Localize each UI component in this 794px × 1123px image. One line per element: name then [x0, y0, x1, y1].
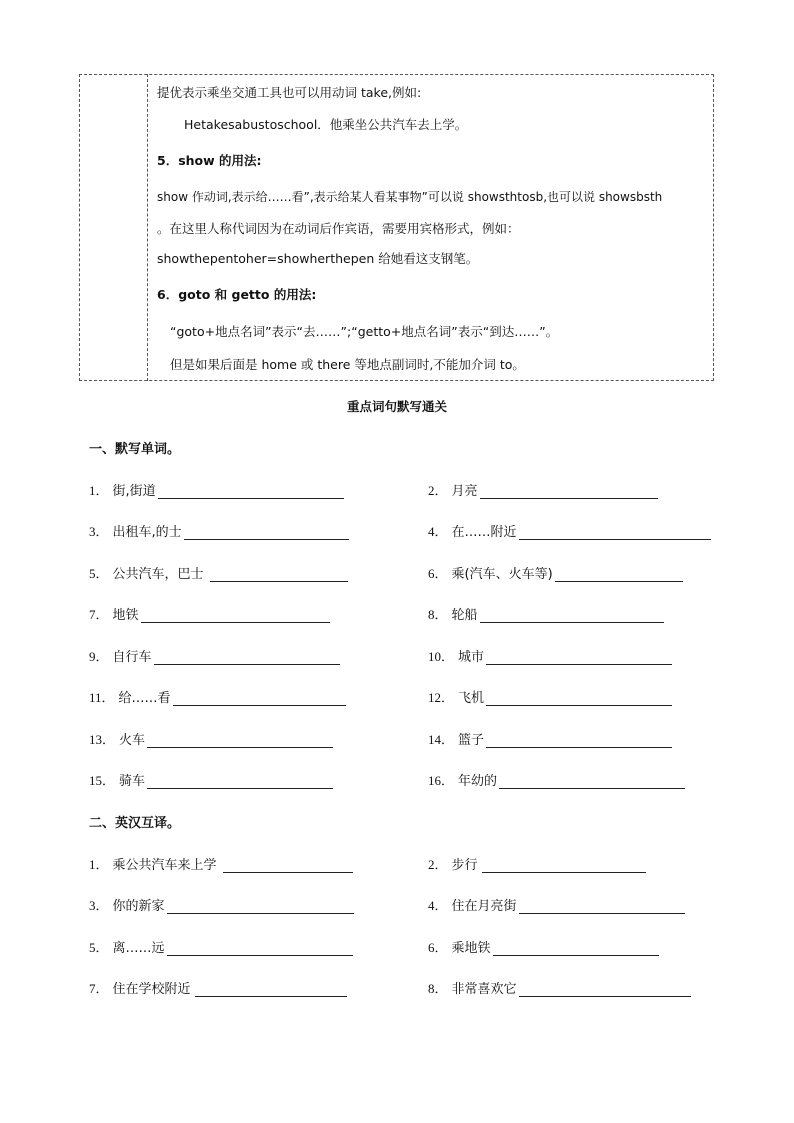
notes-column-divider [147, 74, 148, 381]
answer-blank[interactable] [158, 484, 344, 499]
word-item [428, 563, 683, 582]
word-item [428, 770, 685, 789]
item-number: 9． [89, 649, 109, 664]
item-number: 10． [428, 649, 455, 664]
item-number: 1． [89, 857, 109, 872]
item-prompt: 公共汽车，巴士 [112, 567, 204, 582]
notes-line-3: show 作动词,表示给……看”,表示给某人看某事物”可以说 showsthtosb,也可以说 showsbsth [157, 190, 663, 204]
notes-heading-5: 5．show 的用法: [157, 153, 262, 168]
item-number: 8． [428, 981, 448, 996]
item-prompt: 街,街道 [112, 484, 156, 499]
item-number: 7． [89, 607, 109, 622]
item-prompt: 自行车 [112, 650, 152, 665]
word-item [428, 480, 658, 499]
answer-blank[interactable] [493, 941, 659, 956]
word-item [428, 687, 672, 706]
answer-blank[interactable] [480, 608, 664, 623]
phrase-item [89, 895, 354, 914]
answer-blank[interactable] [167, 941, 353, 956]
answer-blank[interactable] [184, 525, 349, 540]
answer-blank[interactable] [147, 733, 333, 748]
notes-heading-6: 6．goto 和 getto 的用法: [157, 287, 317, 302]
item-number: 8． [428, 607, 448, 622]
item-prompt: 乘(汽车、火车等) [451, 567, 553, 582]
item-number: 3． [89, 898, 109, 913]
item-number: 12． [428, 690, 455, 705]
notes-line-6: “goto+地点名词”表示“去……”;“getto+地点名词”表示“到达……”。 [170, 324, 559, 339]
item-prompt: 火车 [119, 733, 146, 748]
answer-blank[interactable] [519, 525, 711, 540]
answer-blank[interactable] [486, 650, 672, 665]
item-prompt: 城市 [458, 650, 485, 665]
word-item [428, 521, 711, 540]
phrase-item [89, 978, 347, 997]
item-prompt: 轮船 [451, 608, 478, 623]
item-prompt: 篮子 [458, 733, 485, 748]
item-number: 13． [89, 732, 116, 747]
word-item [89, 521, 349, 540]
word-item [428, 646, 672, 665]
section-title: 重点词句默写通关 [346, 399, 447, 414]
item-prompt: 年幼的 [458, 774, 498, 789]
item-prompt: 你的新家 [112, 899, 165, 914]
answer-blank[interactable] [210, 567, 348, 582]
answer-blank[interactable] [167, 899, 354, 914]
word-item [89, 729, 333, 748]
word-item [428, 729, 672, 748]
phrase-item [89, 854, 353, 873]
answer-blank[interactable] [499, 774, 685, 789]
item-prompt: 步行 [451, 858, 478, 873]
notes-line-2: Hetakesabustoschool．他乘坐公共汽车去上学。 [184, 117, 468, 132]
item-number: 2． [428, 483, 448, 498]
part1-heading: 一、默写单词。 [89, 442, 181, 457]
notes-line-5: showthepentoher=showherthepen 给她看这支钢笔。 [157, 251, 479, 266]
answer-blank[interactable] [486, 691, 672, 706]
answer-blank[interactable] [480, 484, 658, 499]
answer-blank[interactable] [223, 858, 353, 873]
item-prompt: 飞机 [458, 691, 485, 706]
item-prompt: 地铁 [112, 608, 139, 623]
part2-heading: 二、英汉互译。 [89, 816, 181, 831]
word-item [89, 604, 330, 623]
item-number: 5． [89, 940, 109, 955]
item-number: 5． [89, 566, 109, 581]
phrase-item [89, 937, 353, 956]
item-prompt: 离……远 [112, 941, 165, 956]
item-prompt: 乘公共汽车来上学 [112, 858, 217, 873]
item-prompt: 乘地铁 [451, 941, 491, 956]
item-prompt: 住在学校附近 [112, 982, 191, 997]
item-prompt: 住在月亮街 [451, 899, 517, 914]
item-prompt: 月亮 [451, 484, 478, 499]
item-prompt: 在……附近 [451, 525, 517, 540]
item-number: 7． [89, 981, 109, 996]
answer-blank[interactable] [147, 774, 333, 789]
notes-line-7: 但是如果后面是 home 或 there 等地点副词时,不能加介词 to。 [170, 357, 525, 372]
word-item [89, 563, 348, 582]
item-number: 3． [89, 524, 109, 539]
item-number: 4． [428, 524, 448, 539]
item-prompt: 给……看 [118, 691, 171, 706]
item-number: 11． [89, 690, 115, 705]
answer-blank[interactable] [519, 899, 685, 914]
answer-blank[interactable] [519, 982, 691, 997]
item-prompt: 出租车,的士 [112, 525, 182, 540]
item-prompt: 非常喜欢它 [451, 982, 517, 997]
phrase-item [428, 978, 691, 997]
word-item [89, 770, 333, 789]
notes-line-1: 提优表示乘坐交通工具也可以用动词 take,例如: [157, 85, 422, 100]
answer-blank[interactable] [555, 567, 683, 582]
answer-blank[interactable] [173, 691, 346, 706]
word-item [89, 687, 346, 706]
word-item [89, 480, 344, 499]
item-number: 14． [428, 732, 455, 747]
phrase-item [428, 854, 646, 873]
phrase-item [428, 937, 659, 956]
answer-blank[interactable] [482, 858, 646, 873]
item-number: 6． [428, 566, 448, 581]
item-number: 15． [89, 773, 116, 788]
item-number: 16． [428, 773, 455, 788]
item-number: 2． [428, 857, 448, 872]
answer-blank[interactable] [486, 733, 672, 748]
notes-line-4: 。在这里人称代词因为在动词后作宾语，需要用宾格形式，例如： [157, 221, 520, 236]
word-item [428, 604, 664, 623]
answer-blank[interactable] [141, 608, 330, 623]
answer-blank[interactable] [195, 982, 347, 997]
word-item [89, 646, 340, 665]
item-number: 6． [428, 940, 448, 955]
item-prompt: 骑车 [119, 774, 146, 789]
answer-blank[interactable] [154, 650, 340, 665]
item-number: 4． [428, 898, 448, 913]
phrase-item [428, 895, 685, 914]
item-number: 1． [89, 483, 109, 498]
